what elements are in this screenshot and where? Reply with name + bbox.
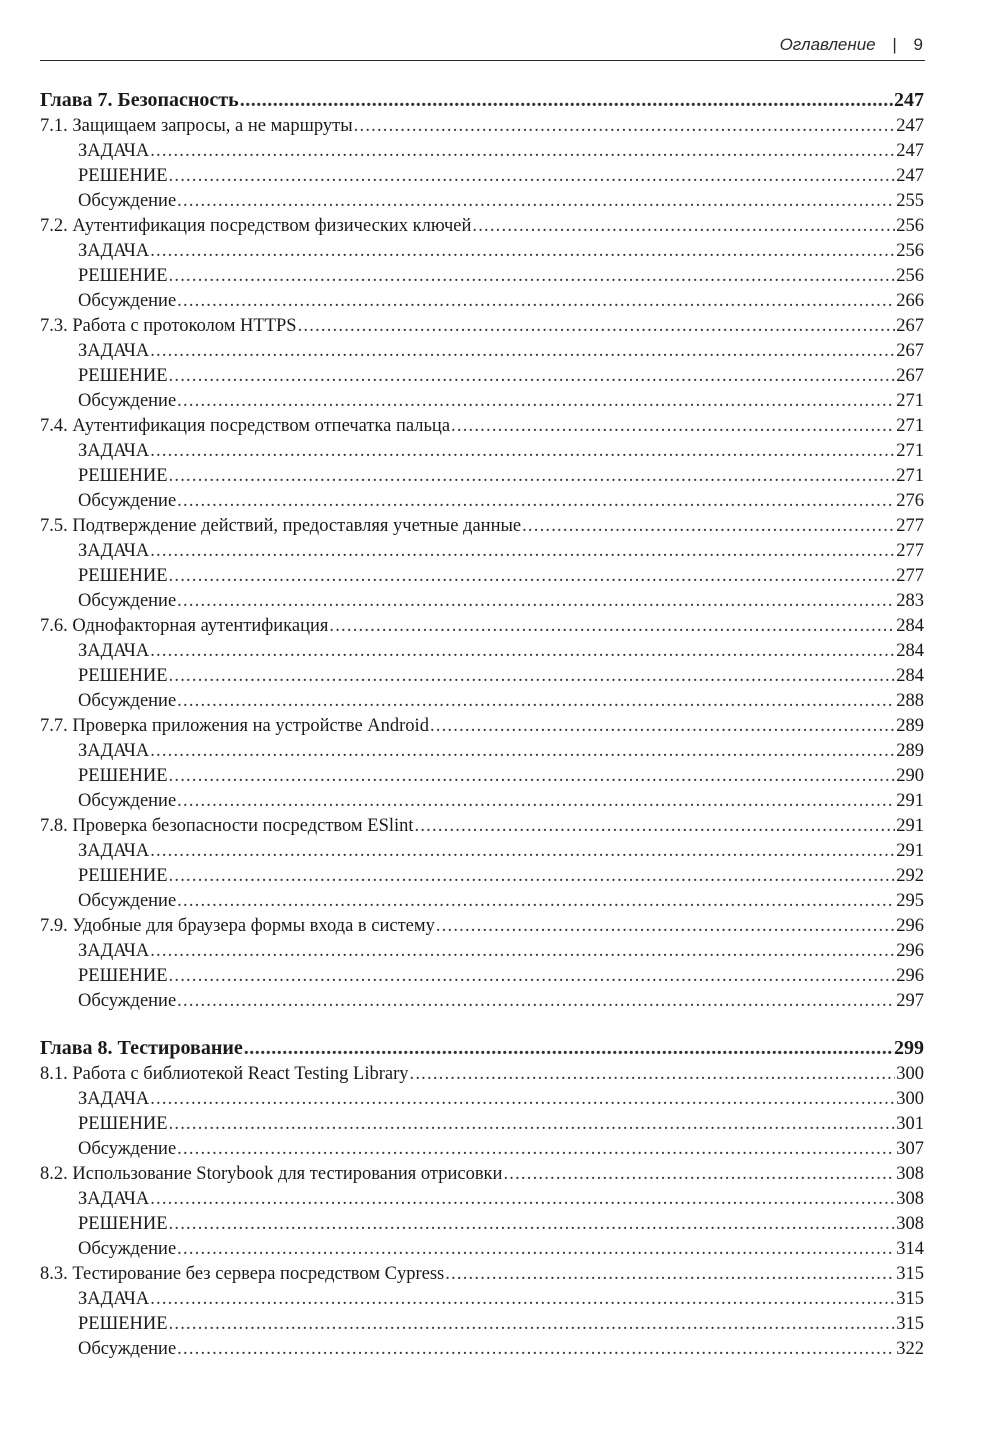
- toc-subsection-entry[interactable]: [40, 264, 924, 289]
- toc-subsection-entry[interactable]: [40, 464, 924, 489]
- dot-leader: [445, 1262, 895, 1287]
- toc-entry-title: Обсуждение: [78, 391, 177, 411]
- toc-entry-page-number: 277: [896, 516, 924, 536]
- toc-entry-page-number: 290: [896, 766, 924, 786]
- toc-section-entry[interactable]: [40, 1162, 924, 1187]
- toc-entry-title: РЕШЕНИЕ: [78, 866, 168, 886]
- dot-leader: [169, 1212, 896, 1237]
- toc-entry-title: 7.1. Защищаем запросы, а не маршруты: [40, 116, 353, 136]
- toc-subsection-entry[interactable]: [40, 789, 924, 814]
- dot-leader: [430, 714, 895, 739]
- toc-entry-page-number: 267: [896, 316, 924, 336]
- toc-chapter-entry[interactable]: [40, 1034, 924, 1062]
- toc-subsection-entry[interactable]: [40, 1087, 924, 1112]
- toc-entry-title: ЗАДАЧА: [78, 241, 150, 261]
- dot-leader: [472, 214, 895, 239]
- toc-entry-page-number: 255: [896, 191, 924, 211]
- dot-leader: [169, 764, 896, 789]
- dot-leader: [177, 189, 895, 214]
- dot-leader: [177, 1337, 895, 1362]
- toc-entry-title: Глава 7. Безопасность: [40, 89, 239, 111]
- dot-leader: [150, 1187, 895, 1212]
- running-header-text: [780, 35, 923, 55]
- toc-subsection-entry[interactable]: [40, 989, 924, 1014]
- toc-subsection-entry[interactable]: [40, 164, 924, 189]
- toc-entry-page-number: 292: [896, 866, 924, 886]
- toc-entry-title: РЕШЕНИЕ: [78, 666, 168, 686]
- toc-entry-page-number: 315: [896, 1289, 924, 1309]
- toc-entry-title: ЗАДАЧА: [78, 941, 150, 961]
- dot-leader: [150, 339, 895, 364]
- toc-entry-page-number: 308: [896, 1189, 924, 1209]
- dot-leader: [244, 1034, 893, 1062]
- dot-leader: [415, 814, 896, 839]
- toc-entry-page-number: 291: [896, 791, 924, 811]
- toc-entry-title: ЗАДАЧА: [78, 141, 150, 161]
- toc-entry-page-number: 322: [896, 1339, 924, 1359]
- dot-leader: [451, 414, 895, 439]
- toc-subsection-entry[interactable]: [40, 539, 924, 564]
- toc-subsection-entry[interactable]: [40, 664, 924, 689]
- toc-entry-page-number: 291: [896, 816, 924, 836]
- toc-entry-page-number: 295: [896, 891, 924, 911]
- toc-entry-title: ЗАДАЧА: [78, 1089, 150, 1109]
- toc-entry-title: РЕШЕНИЕ: [78, 1214, 168, 1234]
- toc-entry-title: Обсуждение: [78, 491, 177, 511]
- running-header: [40, 30, 925, 61]
- dot-leader: [169, 264, 896, 289]
- dot-leader: [240, 86, 893, 114]
- toc-entry-title: Обсуждение: [78, 991, 177, 1011]
- toc-entry-title: 7.5. Подтверждение действий, предоставляя учетные данные: [40, 516, 522, 536]
- toc-entry-title: Обсуждение: [78, 591, 177, 611]
- toc-entry-title: Обсуждение: [78, 1339, 177, 1359]
- toc-entry-page-number: 284: [896, 616, 924, 636]
- header-page-number: 9: [913, 35, 923, 54]
- toc-subsection-entry[interactable]: [40, 239, 924, 264]
- toc-entry-title: Обсуждение: [78, 191, 177, 211]
- toc-entry-page-number: 296: [896, 941, 924, 961]
- dot-leader: [177, 1237, 895, 1262]
- toc-subsection-entry[interactable]: [40, 564, 924, 589]
- toc-entry-title: Обсуждение: [78, 1139, 177, 1159]
- toc-subsection-entry[interactable]: [40, 589, 924, 614]
- dot-leader: [169, 564, 896, 589]
- toc-entry-page-number: 308: [896, 1214, 924, 1234]
- dot-leader: [150, 639, 895, 664]
- toc-subsection-entry[interactable]: [40, 1187, 924, 1212]
- toc-entry-page-number: 296: [896, 966, 924, 986]
- toc-subsection-entry[interactable]: [40, 289, 924, 314]
- toc-section-entry[interactable]: [40, 914, 924, 939]
- toc-entry-title: РЕШЕНИЕ: [78, 1314, 168, 1334]
- toc-entry-page-number: 247: [896, 116, 924, 136]
- toc-entry-title: Обсуждение: [78, 691, 177, 711]
- toc-subsection-entry[interactable]: [40, 1237, 924, 1262]
- toc-entry-title: РЕШЕНИЕ: [78, 966, 168, 986]
- dot-leader: [169, 364, 896, 389]
- toc-entry-page-number: 288: [896, 691, 924, 711]
- toc-entry-page-number: 267: [896, 341, 924, 361]
- dot-leader: [169, 864, 896, 889]
- toc-subsection-entry[interactable]: [40, 689, 924, 714]
- toc-entry-title: ЗАДАЧА: [78, 741, 150, 761]
- toc-entry-page-number: 307: [896, 1139, 924, 1159]
- toc-entry-title: 7.2. Аутентификация посредством физических ключей: [40, 216, 472, 236]
- toc-entry-page-number: 308: [896, 1164, 924, 1184]
- toc-entry-title: ЗАДАЧА: [78, 841, 150, 861]
- toc-entry-page-number: 296: [896, 916, 924, 936]
- toc-entry-title: 7.7. Проверка приложения на устройстве Android: [40, 716, 429, 736]
- toc-entry-title: ЗАДАЧА: [78, 541, 150, 561]
- dot-leader: [169, 464, 896, 489]
- toc-entry-page-number: 300: [896, 1064, 924, 1084]
- toc-section-entry[interactable]: [40, 114, 924, 139]
- toc-entry-page-number: 266: [896, 291, 924, 311]
- toc-entry-page-number: 283: [896, 591, 924, 611]
- toc-entry-page-number: 247: [894, 89, 924, 111]
- toc-entry-page-number: 291: [896, 841, 924, 861]
- toc-entry-page-number: 271: [896, 416, 924, 436]
- toc-entry-title: РЕШЕНИЕ: [78, 566, 168, 586]
- dot-leader: [169, 664, 896, 689]
- toc-entry-title: 7.6. Однофакторная аутентификация: [40, 616, 329, 636]
- toc-subsection-entry[interactable]: [40, 939, 924, 964]
- toc-entry-page-number: 271: [896, 441, 924, 461]
- toc-subsection-entry[interactable]: [40, 189, 924, 214]
- toc-entry-page-number: 277: [896, 566, 924, 586]
- toc-entry-title: РЕШЕНИЕ: [78, 366, 168, 386]
- toc-subsection-entry[interactable]: [40, 964, 924, 989]
- toc-entry-page-number: 315: [896, 1314, 924, 1334]
- toc-section-entry[interactable]: [40, 614, 924, 639]
- toc-entry-title: Обсуждение: [78, 791, 177, 811]
- toc-subsection-entry[interactable]: [40, 1112, 924, 1137]
- toc-entry-title: ЗАДАЧА: [78, 1289, 150, 1309]
- toc-entry-title: 7.3. Работа с протоколом HTTPS: [40, 316, 297, 336]
- dot-leader: [177, 289, 895, 314]
- toc-entry-page-number: 299: [894, 1037, 924, 1059]
- dot-leader: [354, 114, 896, 139]
- dot-leader: [177, 489, 895, 514]
- toc-entry-page-number: 284: [896, 666, 924, 686]
- toc-subsection-entry[interactable]: [40, 364, 924, 389]
- dot-leader: [150, 239, 895, 264]
- toc-entry-title: Обсуждение: [78, 291, 177, 311]
- table-of-contents: [40, 86, 924, 1362]
- toc-subsection-entry[interactable]: [40, 1137, 924, 1162]
- toc-entry-page-number: 276: [896, 491, 924, 511]
- toc-entry-page-number: 314: [896, 1239, 924, 1259]
- toc-entry-page-number: 289: [896, 716, 924, 736]
- header-section-title: Оглавление: [779, 35, 876, 54]
- toc-entry-title: 7.4. Аутентификация посредством отпечатка пальца: [40, 416, 451, 436]
- toc-section-entry[interactable]: [40, 814, 924, 839]
- toc-entry-title: Обсуждение: [78, 1239, 177, 1259]
- toc-entry-title: ЗАДАЧА: [78, 1189, 150, 1209]
- toc-subsection-entry[interactable]: [40, 389, 924, 414]
- toc-chapter-entry[interactable]: [40, 86, 924, 114]
- dot-leader: [150, 139, 895, 164]
- toc-section-entry[interactable]: [40, 714, 924, 739]
- dot-leader: [150, 439, 895, 464]
- dot-leader: [150, 939, 895, 964]
- dot-leader: [177, 1137, 895, 1162]
- toc-entry-page-number: 256: [896, 216, 924, 236]
- dot-leader: [329, 614, 895, 639]
- toc-entry-page-number: 247: [896, 141, 924, 161]
- toc-entry-page-number: 256: [896, 266, 924, 286]
- dot-leader: [177, 389, 895, 414]
- dot-leader: [436, 914, 895, 939]
- header-separator: |: [892, 35, 897, 54]
- toc-subsection-entry[interactable]: [40, 864, 924, 889]
- dot-leader: [150, 1087, 895, 1112]
- toc-entry-page-number: 289: [896, 741, 924, 761]
- toc-entry-title: Глава 8. Тестирование: [40, 1037, 243, 1059]
- toc-section-entry[interactable]: [40, 514, 924, 539]
- toc-entry-page-number: 267: [896, 366, 924, 386]
- toc-entry-title: 8.3. Тестирование без сервера посредством Cypress: [40, 1264, 445, 1284]
- toc-subsection-entry[interactable]: [40, 764, 924, 789]
- toc-subsection-entry[interactable]: [40, 489, 924, 514]
- toc-section-entry[interactable]: [40, 314, 924, 339]
- toc-entry-title: 7.8. Проверка безопасности посредством ESlint: [40, 816, 414, 836]
- dot-leader: [177, 889, 895, 914]
- toc-entry-title: ЗАДАЧА: [78, 341, 150, 361]
- toc-subsection-entry[interactable]: [40, 439, 924, 464]
- dot-leader: [169, 164, 896, 189]
- dot-leader: [410, 1062, 896, 1087]
- dot-leader: [177, 689, 895, 714]
- toc-entry-title: 8.2. Использование Storybook для тестирования отрисовки: [40, 1164, 503, 1184]
- dot-leader: [150, 1287, 895, 1312]
- toc-subsection-entry[interactable]: [40, 1312, 924, 1337]
- toc-entry-page-number: 284: [896, 641, 924, 661]
- toc-section-entry[interactable]: [40, 1062, 924, 1087]
- dot-leader: [522, 514, 895, 539]
- dot-leader: [503, 1162, 895, 1187]
- toc-entry-title: Обсуждение: [78, 891, 177, 911]
- toc-section-entry[interactable]: [40, 414, 924, 439]
- toc-entry-page-number: 271: [896, 391, 924, 411]
- dot-leader: [150, 839, 895, 864]
- toc-entry-page-number: 271: [896, 466, 924, 486]
- toc-subsection-entry[interactable]: [40, 1287, 924, 1312]
- dot-leader: [169, 1312, 896, 1337]
- toc-entry-page-number: 300: [896, 1089, 924, 1109]
- dot-leader: [298, 314, 896, 339]
- dot-leader: [177, 789, 895, 814]
- toc-entry-title: РЕШЕНИЕ: [78, 1114, 168, 1134]
- dot-leader: [169, 964, 896, 989]
- toc-entry-title: РЕШЕНИЕ: [78, 266, 168, 286]
- toc-subsection-entry[interactable]: [40, 889, 924, 914]
- toc-subsection-entry[interactable]: [40, 839, 924, 864]
- toc-subsection-entry[interactable]: [40, 1337, 924, 1362]
- toc-entry-title: РЕШЕНИЕ: [78, 166, 168, 186]
- toc-section-entry[interactable]: [40, 214, 924, 239]
- dot-leader: [177, 589, 895, 614]
- dot-leader: [177, 989, 895, 1014]
- toc-entry-title: РЕШЕНИЕ: [78, 466, 168, 486]
- toc-subsection-entry[interactable]: [40, 739, 924, 764]
- toc-entry-page-number: 297: [896, 991, 924, 1011]
- toc-subsection-entry[interactable]: [40, 339, 924, 364]
- toc-entry-page-number: 315: [896, 1264, 924, 1284]
- toc-subsection-entry[interactable]: [40, 139, 924, 164]
- toc-entry-title: 8.1. Работа с библиотекой React Testing Library: [40, 1064, 409, 1084]
- toc-entry-title: ЗАДАЧА: [78, 441, 150, 461]
- toc-entry-page-number: 256: [896, 241, 924, 261]
- dot-leader: [169, 1112, 896, 1137]
- toc-entry-title: РЕШЕНИЕ: [78, 766, 168, 786]
- toc-entry-page-number: 247: [896, 166, 924, 186]
- toc-subsection-entry[interactable]: [40, 1212, 924, 1237]
- dot-leader: [150, 539, 895, 564]
- toc-subsection-entry[interactable]: [40, 639, 924, 664]
- toc-entry-title: ЗАДАЧА: [78, 641, 150, 661]
- toc-entry-title: 7.9. Удобные для браузера формы входа в систему: [40, 916, 435, 936]
- toc-section-entry[interactable]: [40, 1262, 924, 1287]
- toc-entry-page-number: 277: [896, 541, 924, 561]
- toc-entry-page-number: 301: [896, 1114, 924, 1134]
- dot-leader: [150, 739, 895, 764]
